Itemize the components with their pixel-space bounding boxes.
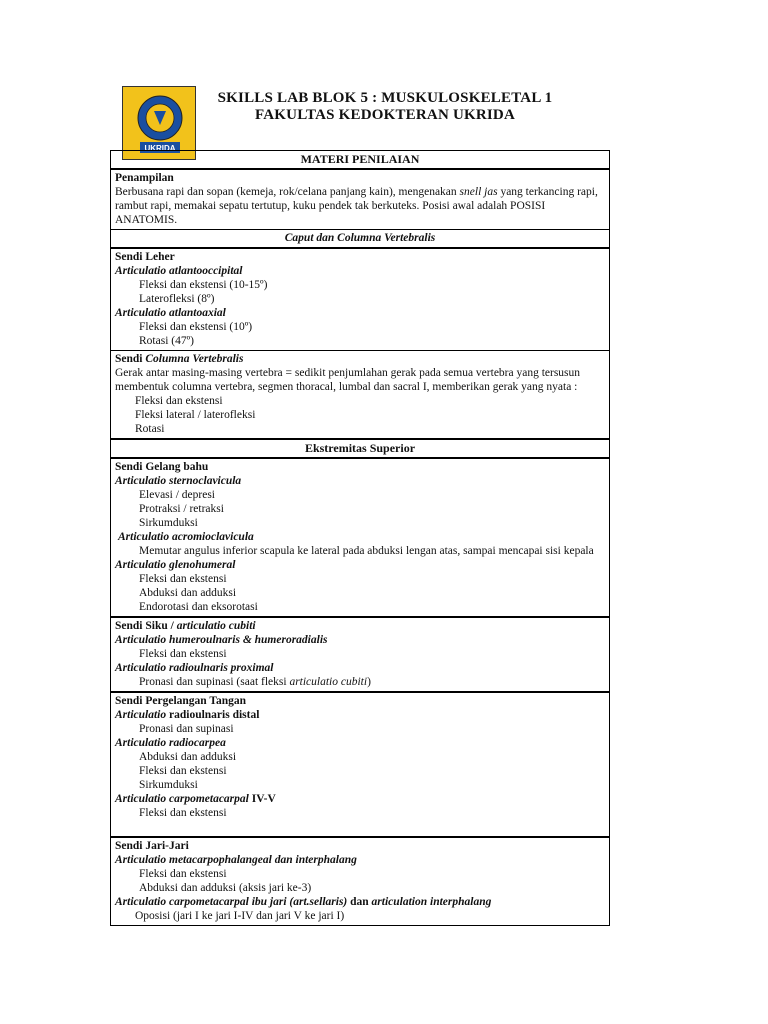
sendi-columna-text: Gerak antar masing-masing vertebra = sedikit penjumlahan gerak pada semua vertebra yang tersusun membentuk columna vertebra, segmen thoracal, lumbal dan sacral I, memberikan gerak yang nyata : — [115, 367, 581, 393]
articulatio-heading: Articulatio glenohumeral — [115, 559, 236, 571]
articulatio-heading: Articulatio radiocarpea — [115, 737, 226, 749]
list-item: Pronasi dan supinasi — [139, 723, 234, 735]
list-item: Abduksi dan adduksi (aksis jari ke-3) — [139, 882, 312, 894]
penampilan-cell — [111, 169, 610, 230]
penampilan-heading: Penampilan — [115, 172, 174, 184]
list-item: Fleksi lateral / laterofleksi — [135, 409, 256, 421]
articulatio-heading: Articulatio carpometacarpal IV-V — [115, 793, 276, 805]
ukrida-logo — [122, 86, 196, 160]
caput-section-header: Caput dan Columna Vertebralis — [111, 230, 610, 249]
list-item: Laterofleksi (8º) — [139, 293, 215, 305]
sendi-columna-cell — [111, 351, 610, 440]
list-item: Rotasi — [135, 423, 165, 435]
jari-cell — [111, 837, 610, 926]
sendi-leher-cell — [111, 248, 610, 351]
articulatio-heading: Articulatio carpometacarpal ibu jari (art.sellaris) dan articulation interphalang — [115, 896, 492, 908]
gelang-bahu-cell — [111, 458, 610, 617]
spacer — [115, 820, 605, 834]
assessment-table — [110, 150, 610, 926]
list-item: Endorotasi dan eksorotasi — [139, 601, 258, 613]
table-title: MATERI PENILAIAN — [111, 151, 610, 170]
articulatio-heading: Articulatio atlantooccipital — [115, 265, 243, 277]
list-item: Sirkumduksi — [139, 517, 198, 529]
doc-title-line2: FAKULTAS KEDOKTERAN UKRIDA — [255, 107, 515, 123]
list-item: Abduksi dan adduksi — [139, 587, 237, 599]
list-item: Fleksi dan ekstensi (10º) — [139, 321, 253, 333]
list-item: Memutar angulus inferior scapula ke lateral pada abduksi lengan atas, sampai mencapai sisi kepala — [139, 545, 594, 557]
list-item: Oposisi (jari I ke jari I-IV dan jari V ke jari I) — [135, 910, 345, 922]
penampilan-text: Berbusana rapi dan sopan (kemeja, rok/celana panjang kain), mengenakan snell jas yang terkancing rapi, rambut rapi, memakai sepatu tertutup, kuku pendek tak berkuteks. Posisi awal adalah POSISI ANATOMIS. — [115, 186, 598, 226]
doc-title-line1: SKILLS LAB BLOK 5 : MUSKULOSKELETAL 1 — [217, 90, 553, 106]
ekstremitas-section-header: Ekstremitas Superior — [111, 439, 610, 458]
list-item: Protraksi / retraksi — [139, 503, 224, 515]
articulatio-heading: Articulatio atlantoaxial — [115, 307, 226, 319]
articulatio-heading: Articulatio sternoclavicula — [115, 475, 242, 487]
list-item: Fleksi dan ekstensi — [139, 868, 227, 880]
sendi-columna-heading: Sendi Columna Vertebralis — [115, 353, 244, 365]
list-item: Abduksi dan adduksi — [139, 751, 237, 763]
list-item: Fleksi dan ekstensi — [139, 765, 227, 777]
logo-text: UKRIDA — [144, 144, 176, 153]
siku-cell — [111, 617, 610, 692]
articulatio-heading: Articulatio acromioclavicula — [118, 531, 254, 543]
list-item: Fleksi dan ekstensi — [139, 573, 227, 585]
articulatio-heading: Articulatio radioulnaris proximal — [115, 662, 274, 674]
articulatio-heading: Articulatio metacarpophalangeal dan interphalang — [115, 854, 357, 866]
pergelangan-heading: Sendi Pergelangan Tangan — [115, 695, 247, 707]
list-item: Sirkumduksi — [139, 779, 198, 791]
list-item: Pronasi dan supinasi (saat fleksi articulatio cubiti) — [139, 676, 371, 688]
siku-heading: Sendi Siku / articulatio cubiti — [115, 620, 256, 632]
jari-heading: Sendi Jari-Jari — [115, 840, 189, 852]
articulatio-heading: Articulatio radioulnaris distal — [115, 709, 260, 721]
sendi-leher-heading: Sendi Leher — [115, 251, 175, 263]
list-item: Fleksi dan ekstensi — [135, 395, 223, 407]
list-item: Rotasi (47º) — [139, 335, 194, 347]
list-item: Elevasi / depresi — [139, 489, 216, 501]
gelang-bahu-heading: Sendi Gelang bahu — [115, 461, 209, 473]
list-item: Fleksi dan ekstensi — [139, 648, 227, 660]
list-item: Fleksi dan ekstensi — [139, 807, 227, 819]
list-item: Fleksi dan ekstensi (10-15º) — [139, 279, 268, 291]
pergelangan-cell — [111, 692, 610, 837]
articulatio-heading: Articulatio humeroulnaris & humeroradialis — [115, 634, 328, 646]
